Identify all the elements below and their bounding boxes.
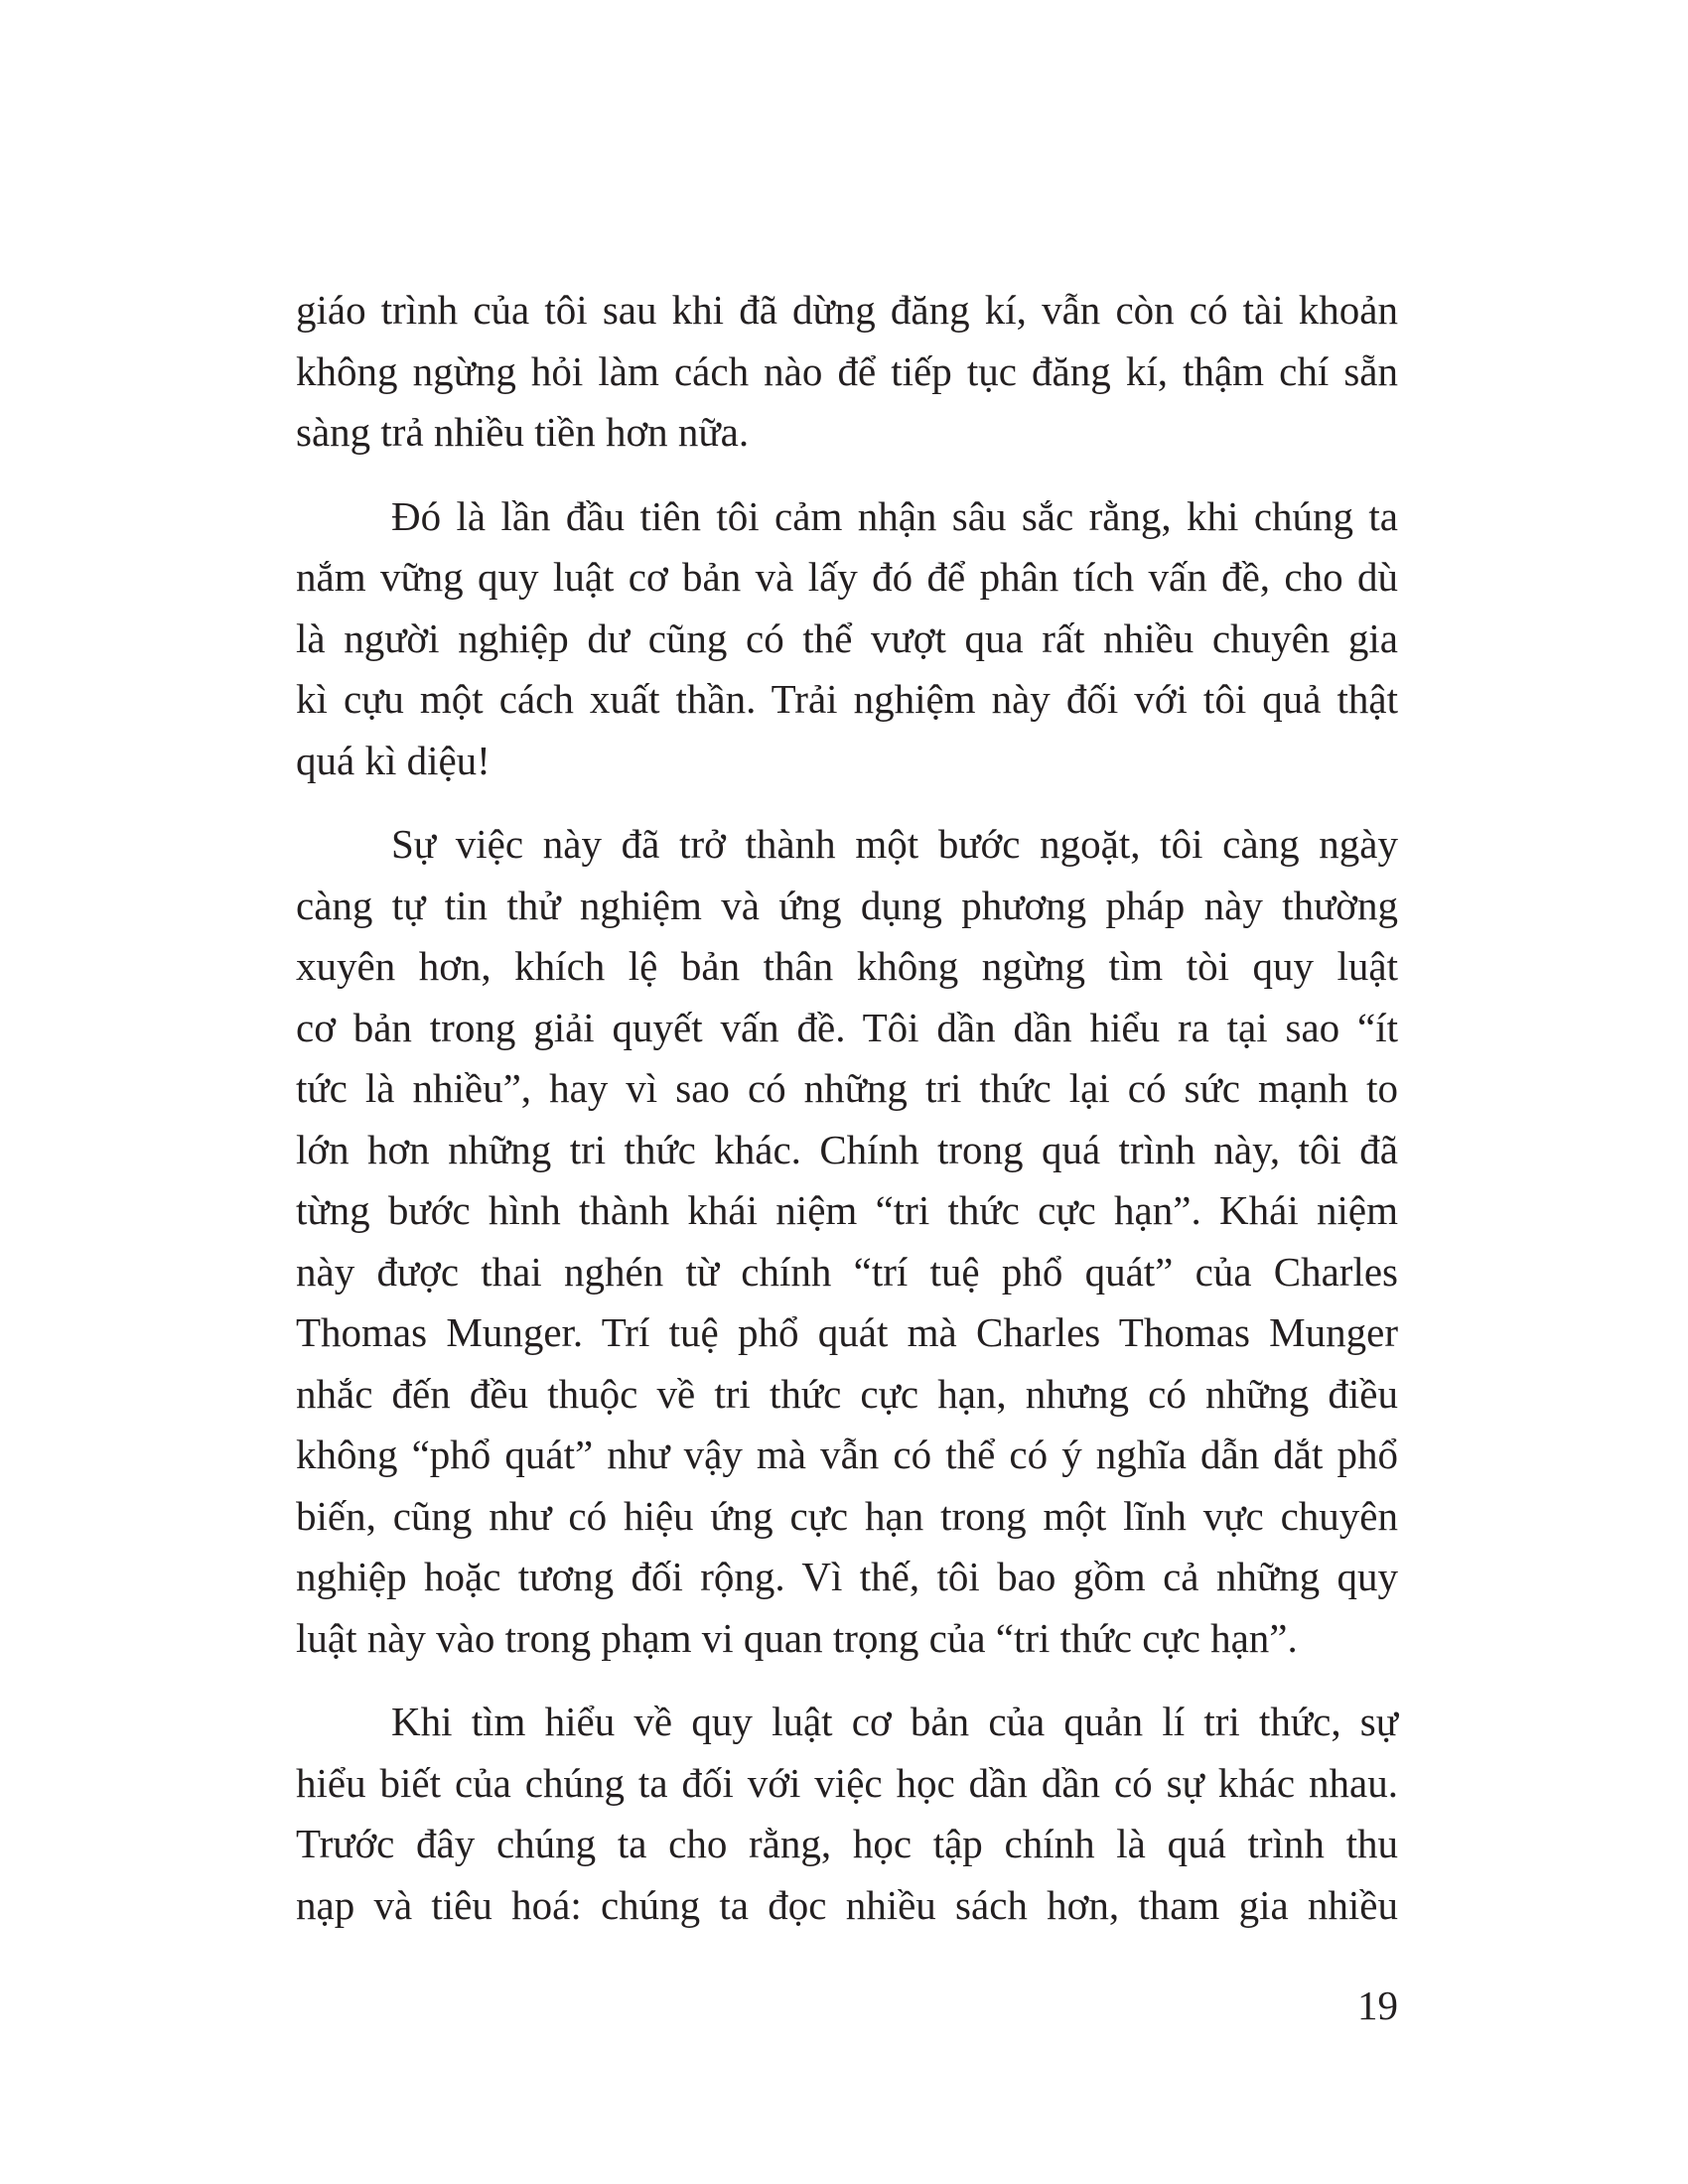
text-line: Trước đây chúng ta cho rằng, học tập chính là quá trình thu	[296, 1821, 1398, 1866]
text-line: luật này vào trong phạm vi quan trọng của “tri thức cực hạn”.	[296, 1614, 1298, 1661]
text-line: lớn hơn những tri thức khác. Chính trong quá trình này, tôi đã	[296, 1126, 1398, 1172]
text-line: xuyên hơn, khích lệ bản thân không ngừng tìm tòi quy luật	[296, 943, 1398, 989]
paragraph	[296, 280, 1398, 464]
text-line: nghiệp hoặc tương đối rộng. Vì thế, tôi bao gồm cả những quy	[296, 1554, 1398, 1599]
text-line: này được thai nghén từ chính “trí tuệ phổ quát” của Charles	[296, 1248, 1398, 1295]
text-line: tức là nhiều”, hay vì sao có những tri thức lại có sức mạnh to	[296, 1065, 1398, 1111]
text-line: là người nghiệp dư cũng có thể vượt qua rất nhiều chuyên gia	[296, 614, 1398, 661]
text-line: sàng trả nhiều tiền hơn nữa.	[296, 409, 750, 455]
text-line: nắm vững quy luật cơ bản và lấy đó để phân tích vấn đề, cho dù	[296, 554, 1398, 600]
text-line: nạp và tiêu hoá: chúng ta đọc nhiều sách hơn, tham gia nhiều	[296, 1881, 1398, 1928]
page-number: 19	[1357, 1982, 1398, 2028]
text-line: nhắc đến đều thuộc về tri thức cực hạn, nhưng có những điều	[296, 1370, 1398, 1417]
text-line: giáo trình của tôi sau khi đã dừng đăng kí, vẫn còn có tài khoản	[296, 287, 1398, 333]
text-line: càng tự tin thử nghiệm và ứng dụng phương pháp này thường	[296, 882, 1398, 928]
text-line: Khi tìm hiểu về quy luật cơ bản của quản lí tri thức, sự	[391, 1699, 1398, 1744]
text-line: không “phổ quát” như vậy mà vẫn có thể có ý nghĩa dẫn dắt phổ	[296, 1432, 1398, 1477]
paragraph	[296, 486, 1398, 792]
paragraph	[296, 814, 1398, 1669]
text-line: cơ bản trong giải quyết vấn đề. Tôi dần dần hiểu ra tại sao “ít	[296, 1004, 1398, 1050]
page-body	[296, 280, 1398, 1936]
text-line: quá kì diệu!	[296, 737, 491, 783]
text-line: hiểu biết của chúng ta đối với việc học dần dần có sự khác nhau.	[296, 1759, 1398, 1806]
text-line: Sự việc này đã trở thành một bước ngoặt, tôi càng ngày	[391, 821, 1398, 867]
text-line: biến, cũng như có hiệu ứng cực hạn trong một lĩnh vực chuyên	[296, 1492, 1398, 1539]
text-line: không ngừng hỏi làm cách nào để tiếp tục đăng kí, thậm chí sẵn	[296, 347, 1398, 394]
paragraph	[296, 1692, 1398, 1936]
text-line: kì cựu một cách xuất thần. Trải nghiệm này đối với tôi quả thật	[296, 676, 1398, 722]
text-line: Đó là lần đầu tiên tôi cảm nhận sâu sắc rằng, khi chúng ta	[391, 492, 1398, 539]
text-line: Thomas Munger. Trí tuệ phổ quát mà Charles Thomas Munger	[296, 1309, 1398, 1355]
text-line: từng bước hình thành khái niệm “tri thức cực hạn”. Khái niệm	[296, 1187, 1398, 1233]
